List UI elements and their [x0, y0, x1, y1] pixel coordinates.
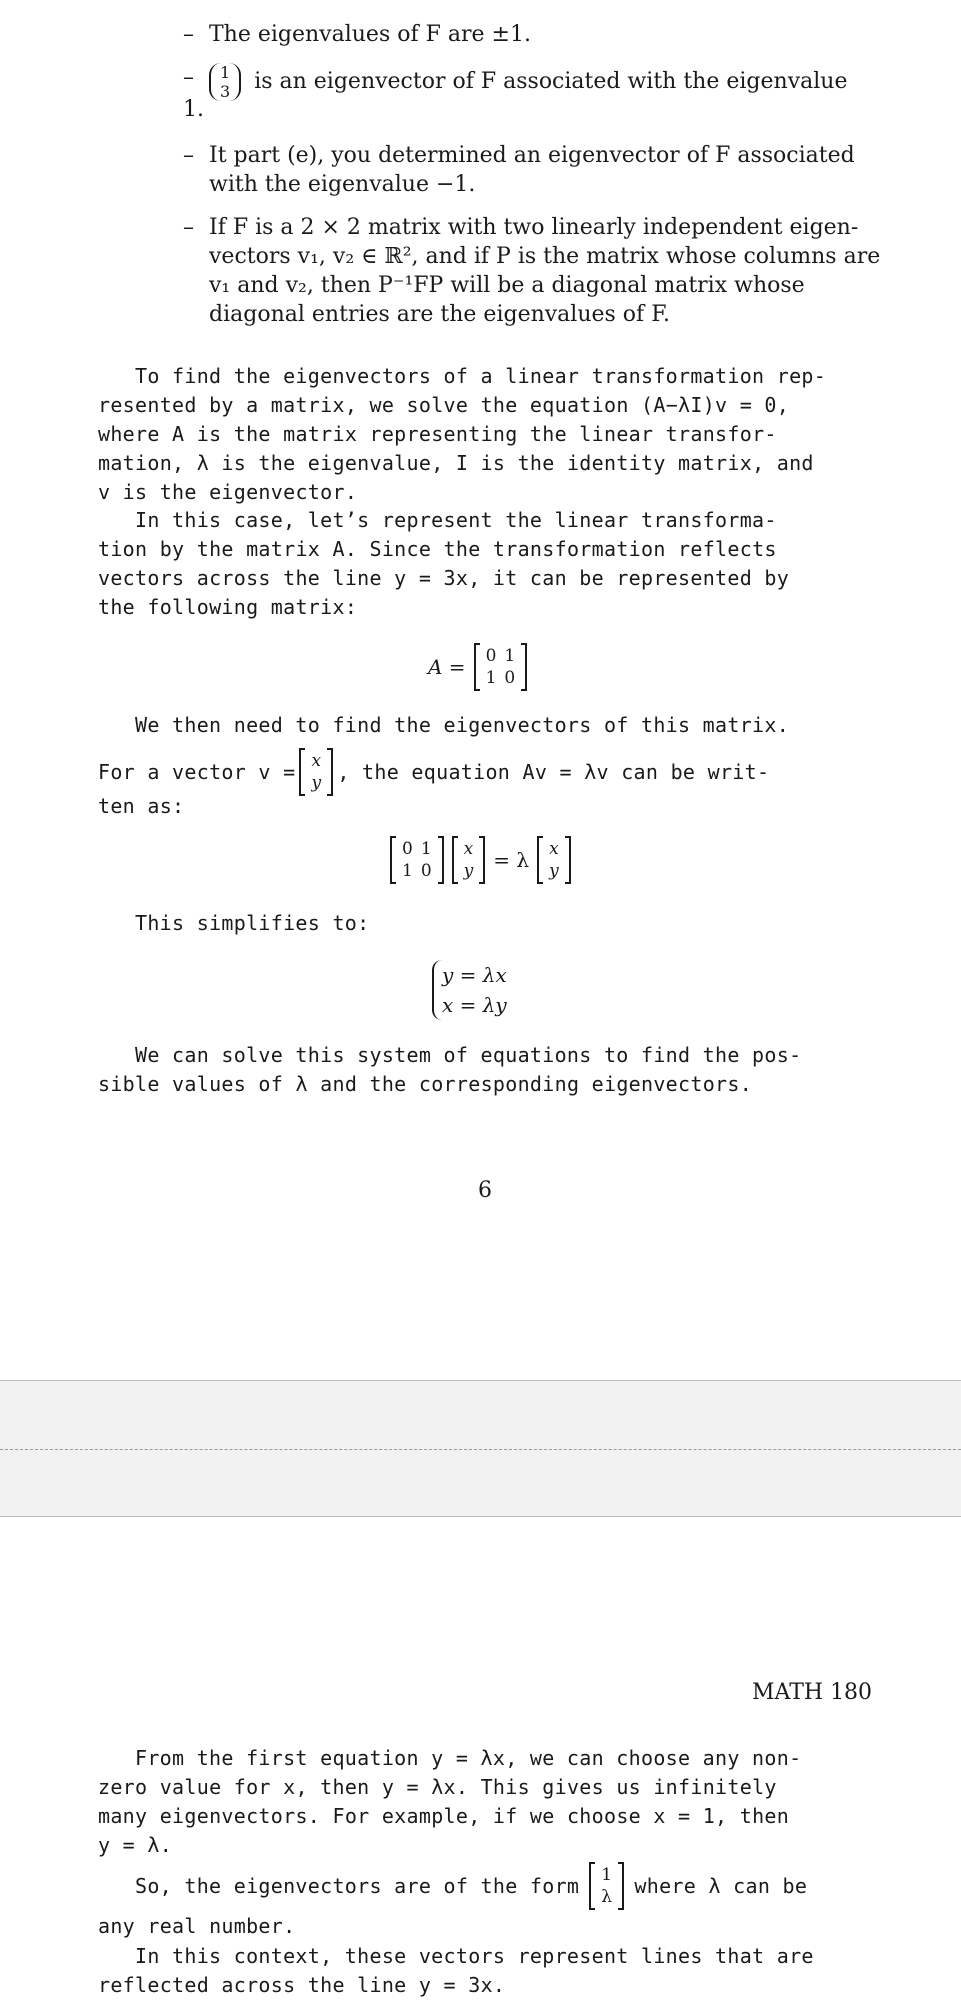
bullet-dash: –: [183, 65, 194, 90]
equation-eigen-system: 0 1 1 0 x y = λ x y: [390, 836, 571, 884]
paragraph-eigenvector-form: So, the eigenvectors are of the form 1 λ where λ can be: [98, 1862, 938, 1910]
page-number: 6: [478, 1178, 492, 1203]
equation-matrix-a: A = 0 1 1 0: [428, 643, 527, 691]
bullet-dash: –: [183, 22, 194, 47]
column-vector: 1 3: [209, 63, 241, 101]
paragraph-first-equation: From the first equation y = λx, we can choose any non- zero value for x, then y = λx. This gives us infinitely many eigenvectors. For example, if we choose x = 1, then y = λ.: [98, 1746, 802, 1857]
property-list: [183, 20, 883, 343]
matrix-a: 0 1 1 0: [390, 836, 444, 884]
paragraph-eigenvector-method: To find the eigenvectors of a linear transformation rep- resented by a matrix, we solve the equation (A−λI)v = 0, where A is the matrix representing the linear transfor- mation, λ is the eigenvalue, I is the identity matrix, and v is the eigenvector.: [98, 364, 827, 504]
bullet-dash: –: [183, 143, 194, 168]
paragraph-find-eigenvectors: We then need to find the eigenvectors of this matrix.: [135, 713, 790, 737]
vector-v: x y: [537, 836, 571, 884]
system-brace: y = λx x = λy: [432, 960, 507, 1020]
paragraph-simplifies: This simplifies to:: [135, 911, 370, 935]
matrix-a: 0 1 1 0: [474, 643, 528, 691]
bullet-text: is an eigenvector of F associated with the eigenvalue: [254, 69, 848, 94]
paragraph-solve-system: We can solve this system of equations to find the pos- sible values of λ and the corresponding eigenvectors.: [98, 1043, 802, 1096]
eigenvector-form: 1 λ: [589, 1862, 624, 1910]
bullet-text: If F is a 2 × 2 matrix with two linearly independent eigen-vectors v₁, v₂ ∈ ℝ², and if P is the matrix whose columns are v₁ and v₂, then P⁻¹FP will be a diagonal matrix whose diagonal entries are the eigenvalues of F.: [209, 215, 881, 327]
page-break: [0, 1380, 961, 1517]
list-item: [183, 213, 883, 329]
list-item: [183, 141, 883, 199]
paragraph-vector-definition: For a vector v = x y , the equation Av = λv can be writ-: [98, 748, 938, 796]
bullet-tail: 1.: [183, 97, 204, 122]
paragraph-reflection-matrix: In this case, let’s represent the linear transforma- tion by the matrix A. Since the transformation reflects vectors across the line y = 3x, it can be represented by the following matrix:: [98, 508, 790, 619]
paragraph-context: In this context, these vectors represent lines that are reflected across the line y = 3x.: [98, 1944, 814, 1997]
running-header: MATH 180: [752, 1680, 873, 1705]
vector-v: x y: [452, 836, 486, 884]
list-item: [183, 63, 883, 122]
list-item: [183, 20, 883, 49]
equation-system: [432, 960, 507, 1020]
bullet-dash: –: [183, 215, 194, 240]
bullet-text: The eigenvalues of F are ±1.: [209, 22, 531, 47]
paragraph-real-number: any real number.: [98, 1914, 296, 1938]
paragraph-written-as: ten as:: [98, 794, 185, 818]
page-break-divider: [0, 1449, 961, 1450]
bullet-text: It part (e), you determined an eigenvector of F associated with the eigenvalue −1.: [209, 143, 855, 197]
vector-v: x y: [299, 748, 333, 796]
